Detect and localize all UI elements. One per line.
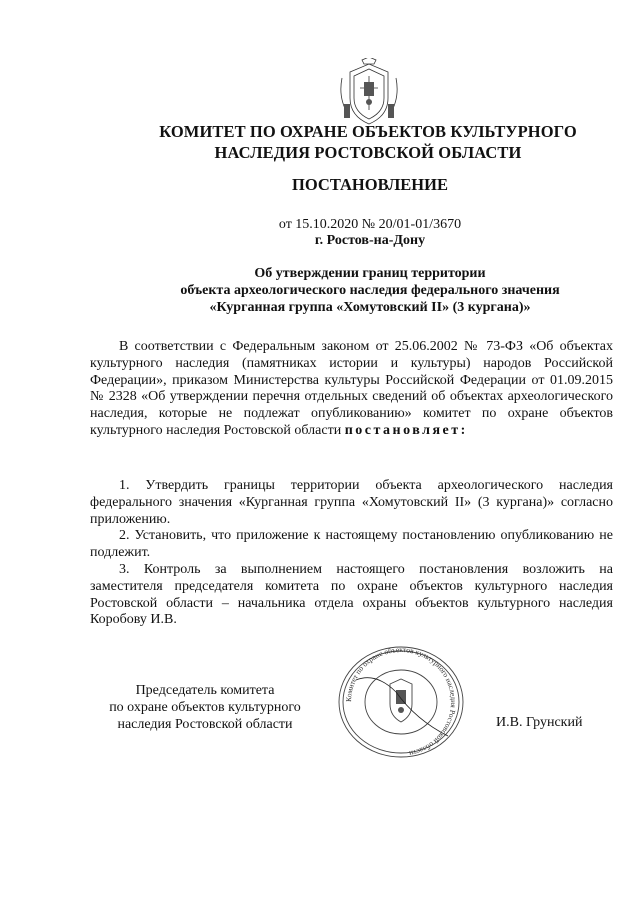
document-city: г. Ростов-на-Дону — [314, 233, 426, 248]
resolution-items — [90, 478, 613, 629]
coat-of-arms-emblem — [336, 58, 402, 128]
document-subject — [90, 265, 640, 316]
subject-line1: Об утверждении границ территории — [254, 266, 486, 281]
preamble-text: В соответствии с Федеральным законом от 25.06.2002 № 73-ФЗ «Об объектах культурного наследия (памятниках истории и культуры) народов Российской Федерации», приказом Министерства культуры Российской Федерации от 01.09.2015 № 2328 «Об утверждении перечня отдельных сведений об объектах археологического наследия, которые не подлежат опубликованию» комитет по охране объектов культурного наследия Ростовской области — [90, 339, 613, 438]
organization-name — [118, 121, 618, 163]
signatory-title — [90, 683, 320, 733]
preamble-paragraph — [90, 339, 613, 440]
resolution-item-2: 2. Установить, что приложение к настоящему постановлению опубликованию не подлежит. — [90, 528, 613, 561]
resolution-item-1: 1. Утвердить границы территории объекта археологического наследия федерального значения «Курганная группа «Хомутовский II» (3 кургана)» согласно приложению. — [90, 478, 613, 527]
signatory-title-line1: Председатель комитета — [135, 683, 275, 698]
organization-name-line2: НАСЛЕДИЯ РОСТОВСКОЙ ОБЛАСТИ — [214, 143, 522, 162]
document-type: ПОСТАНОВЛЕНИЕ — [292, 175, 448, 194]
seal-ring-text: Комитет по охране объектов культурного наследия Ростовской области — [343, 644, 459, 759]
organization-name-line1: КОМИТЕТ ПО ОХРАНЕ ОБЪЕКТОВ КУЛЬТУРНОГО — [159, 122, 577, 141]
signatory-title-line3: наследия Ростовской области — [117, 716, 293, 732]
resolves-keyword: постановляет: — [344, 422, 468, 438]
document-date-number: от 15.10.2020 № 20/01-01/3670 — [278, 217, 462, 232]
official-seal-stamp — [336, 644, 466, 760]
signatory-title-line2: по охране объектов культурного — [109, 699, 301, 715]
subject-line2: объекта археологического наследия федерального значения — [180, 283, 560, 298]
resolution-item-3: 3. Контроль за выполнением настоящего постановления возложить на заместителя председателя комитета по охране объектов культурного наследия Ростовской области – начальника отдела охраны объектов культурного наследия Коробову И.В. — [90, 561, 613, 628]
subject-line3: «Курганная группа «Хомутовский II» (3 кургана)» — [209, 300, 531, 315]
signatory-name: И.В. Грунский — [496, 715, 583, 730]
